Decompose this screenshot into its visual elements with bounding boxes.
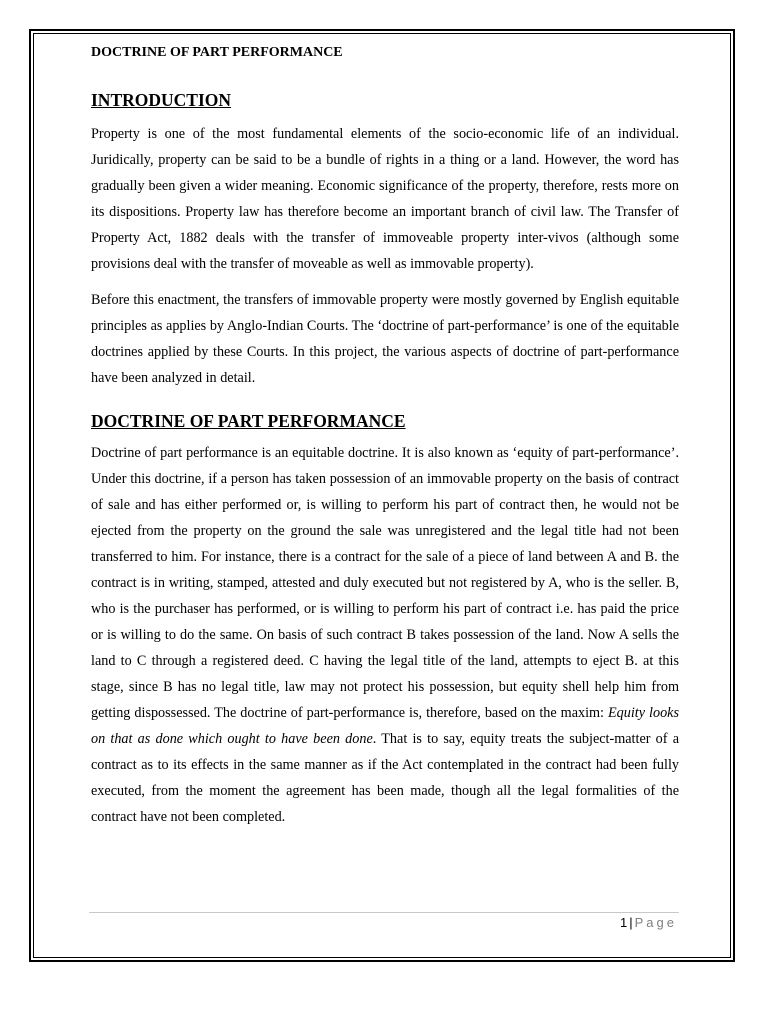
document-body xyxy=(91,44,679,830)
footer-separator: | xyxy=(629,915,633,930)
page-label: Page xyxy=(634,915,677,930)
section-heading-introduction: INTRODUCTION xyxy=(91,90,232,110)
intro-paragraph-2: Before this enactment, the transfers of immovable property were mostly governed by English equitable principles as applies by Anglo-Indian Courts. The ‘doctrine of part-performance’ is one of the equitable doctrines applied by these Courts. In this project, the various aspects of doctrine of part-performance have been analyzed in detail. xyxy=(91,292,679,386)
doctrine-paragraph xyxy=(91,440,679,830)
doctrine-text-start: Doctrine of part performance is an equitable doctrine. It is also known as ‘equity of part-performance’. Under this doctrine, if a person has taken possession of an immovable property on the basis of contract of sale and has either performed or, is willing to perform his part of contract then, he would not be ejected from the property on the ground the sale was unregistered and the legal title had not been transferred to him. For instance, there is a contract for the sale of a piece of land between A and B. the contract is in writing, stamped, attested and duly executed but not registered by A, who is the seller. B, who is the purchaser has performed, or is willing to perform his part of contract i.e. has paid the price or is willing to do the same. On basis of such contract B takes possession of the land. Now A sells the land to C through a registered deed. C having the legal title of the land, attempts to eject B. at this stage, since B has no legal title, law may not protect his possession, but equity shell help him from getting dispossessed. The doctrine of part-performance is, therefore, based on the maxim: xyxy=(91,445,679,721)
page-number: 1 xyxy=(620,915,628,930)
page-footer xyxy=(620,915,677,930)
footer-divider xyxy=(89,912,679,913)
maxim-italic: Equity looks on that as done which ought to have been done xyxy=(91,705,680,747)
intro-paragraph-1: Property is one of the most fundamental elements of the socio-economic life of an individual. Juridically, property can be said to be a bundle of rights in a thing or a land. However, the word has gradually been given a wider meaning. Economic significance of the property, therefore, rests more on its dispositions. Property law has therefore become an important branch of civil law. The Transfer of Property Act, 1882 deals with the transfer of immoveable property inter-vivos (although some provisions deal with the transfer of moveable as well as immovable property). xyxy=(91,126,679,272)
document-title: DOCTRINE OF PART PERFORMANCE xyxy=(91,45,343,60)
section-heading-doctrine: DOCTRINE OF PART PERFORMANCE xyxy=(91,411,406,431)
doctrine-text-end: . That is to say, equity treats the subject-matter of a contract as to its effects in the same manner as if the Act contemplated in the contract had been fully executed, from the moment the agreement has been made, though all the legal formalities of the contract have not been completed. xyxy=(91,731,680,825)
